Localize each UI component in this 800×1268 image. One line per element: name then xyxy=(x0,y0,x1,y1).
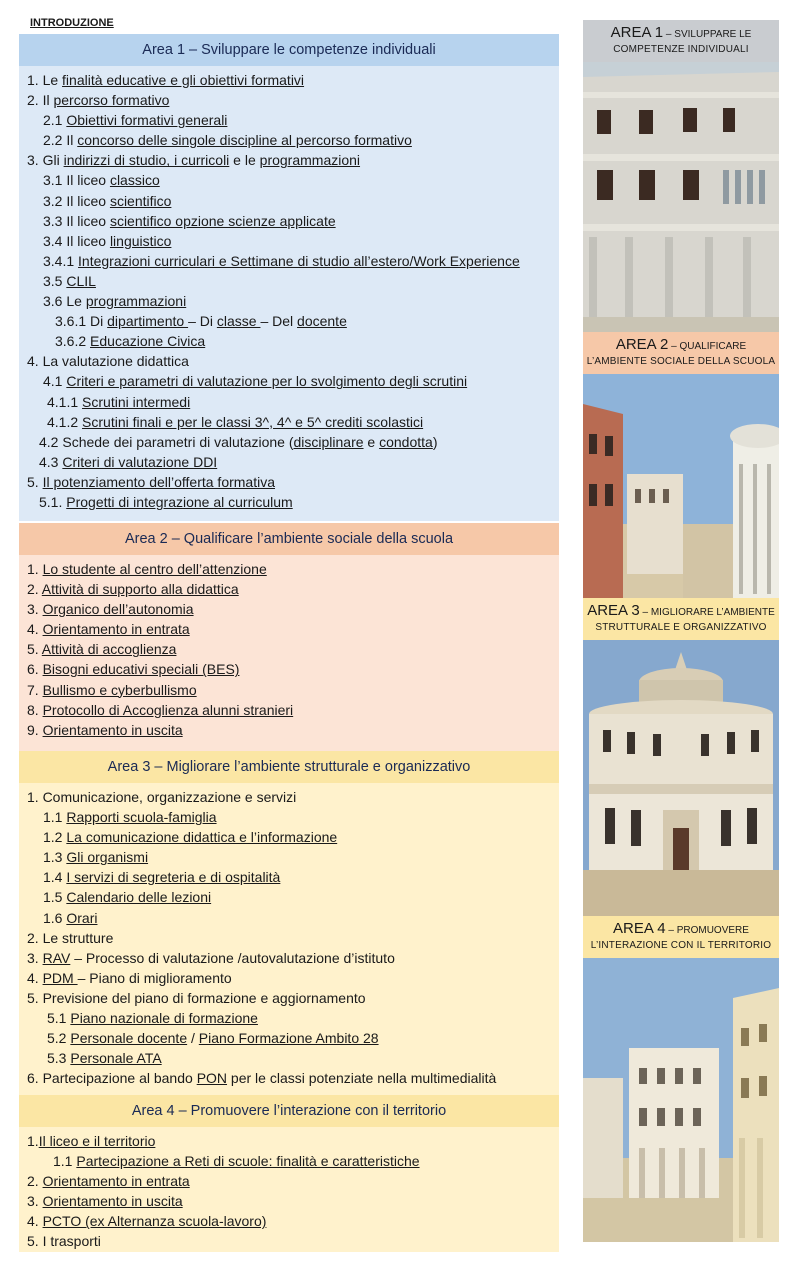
list-item xyxy=(19,908,559,928)
list-item xyxy=(19,867,559,887)
list-item xyxy=(19,70,559,90)
list-item-link[interactable]: programmazioni xyxy=(85,293,187,310)
ideal-city-square-image xyxy=(583,958,779,1242)
list-item-text: – Processo di valutazione /autovalutazione d’istituto xyxy=(70,949,395,966)
list-item xyxy=(19,1131,559,1151)
area-4-section xyxy=(19,1095,559,1252)
list-item-link[interactable]: scientifico opzione scienze applicate xyxy=(109,212,336,229)
list-item-link[interactable]: Orientamento in uscita xyxy=(42,721,183,738)
list-item-link[interactable]: Orientamento in uscita xyxy=(42,1193,183,1210)
list-item xyxy=(19,211,559,231)
list-item-text: 3.6 Le xyxy=(43,293,86,310)
list-item xyxy=(19,251,559,271)
side-label-area-1-line2: COMPETENZE INDIVIDUALI xyxy=(613,44,749,55)
list-item-text: / xyxy=(187,1030,199,1047)
area-2-header: Area 2 – Qualificare l’ambiente sociale della scuola xyxy=(19,523,559,555)
list-item-link[interactable]: Orientamento in entrata xyxy=(42,1173,190,1190)
list-item-link[interactable]: finalità educative e gli obiettivi formativi xyxy=(62,72,305,88)
list-item-text: 4.1.1 xyxy=(47,393,83,410)
list-item-text: 1. Comunicazione, organizzazione e servizi xyxy=(27,789,297,805)
list-item-text: 5. I trasporti xyxy=(27,1233,101,1250)
list-item-link[interactable]: Personale docente xyxy=(70,1030,188,1047)
list-item-link[interactable]: concorso delle singole discipline al percorso formativo xyxy=(77,132,412,149)
list-item xyxy=(19,432,559,452)
list-item-link[interactable]: Bullismo e cyberbullismo xyxy=(42,681,197,698)
side-label-area-1-big: AREA 1 xyxy=(610,24,664,41)
list-item-text: 3.4 Il liceo xyxy=(43,232,110,249)
list-item-link[interactable]: Piano Formazione Ambito 28 xyxy=(198,1030,379,1047)
list-item-text: e xyxy=(363,433,380,450)
list-item-link[interactable]: PCTO (ex Alternanza scuola-lavoro) xyxy=(42,1213,267,1230)
side-label-area-4-line2: L’INTERAZIONE CON IL TERRITORIO xyxy=(590,940,772,951)
list-item-link[interactable]: classico xyxy=(109,172,160,189)
list-item-link[interactable]: Il potenziamento dell’offerta formativa xyxy=(42,473,275,490)
area-3-list xyxy=(19,783,559,1095)
list-item xyxy=(19,170,559,190)
list-item xyxy=(19,1048,559,1068)
list-item-link[interactable]: Criteri di valutazione DDI xyxy=(62,453,218,470)
list-item-text: 3. xyxy=(27,601,43,618)
list-item-text: 1.1 xyxy=(43,809,67,826)
list-item xyxy=(19,110,559,130)
list-item-text: 4.3 xyxy=(39,453,63,470)
list-item xyxy=(19,271,559,291)
list-item-text: 4. La valutazione didattica xyxy=(27,353,189,370)
list-item-link[interactable]: Piano nazionale di formazione xyxy=(70,1010,258,1027)
list-item-text: 3. xyxy=(27,1193,43,1210)
list-item xyxy=(19,231,559,251)
list-item-text: 4.2 Schede dei parametri di valutazione ( xyxy=(39,433,294,450)
list-item-text: 3.3 Il liceo xyxy=(43,212,110,229)
list-item-link[interactable]: Rapporti scuola-famiglia xyxy=(66,809,217,826)
list-item-text: – Di xyxy=(188,313,217,330)
list-item xyxy=(19,1008,559,1028)
list-item xyxy=(19,492,559,512)
list-item xyxy=(19,311,559,331)
list-item-text: 1. xyxy=(27,561,43,577)
list-item-text: 5.1. xyxy=(39,493,67,510)
list-item-text: 3. Gli xyxy=(27,152,64,169)
list-item-text: 5.1 xyxy=(47,1010,71,1027)
area-4-header: Area 4 – Promuovere l’interazione con il territorio xyxy=(19,1095,559,1127)
list-item-text: 3.6.1 Di xyxy=(55,313,108,330)
list-item-text: 4.1.2 xyxy=(47,413,83,430)
side-label-area-3-big: AREA 3 xyxy=(587,602,640,619)
list-item-text: 2.1 xyxy=(43,112,67,129)
list-item-text: 4. xyxy=(27,1213,43,1230)
list-item-text: 2. xyxy=(27,581,42,598)
list-item xyxy=(19,351,559,371)
list-item-text: 4.1 xyxy=(43,373,67,390)
list-item-link[interactable]: classe xyxy=(216,313,261,330)
ideal-city-palace-image xyxy=(583,62,779,332)
list-item xyxy=(19,1211,559,1231)
list-item-text: 6. Partecipazione al bando xyxy=(27,1070,197,1087)
list-item-link[interactable]: condotta xyxy=(379,433,433,450)
list-item-text: 1.2 xyxy=(43,829,67,846)
list-item-link[interactable]: Organico dell’autonomia xyxy=(42,601,194,618)
list-item xyxy=(19,928,559,948)
list-item-text: 5. Previsione del piano di formazione e aggiornamento xyxy=(27,989,366,1006)
list-item-text: 2.2 Il xyxy=(43,132,78,149)
list-item xyxy=(19,659,559,679)
list-item xyxy=(19,827,559,847)
list-item-link[interactable]: CLIL xyxy=(66,272,96,289)
area-3-header: Area 3 – Migliorare l’ambiente strutturale e organizzativo xyxy=(19,751,559,783)
list-item xyxy=(19,90,559,110)
list-item-link[interactable]: Orientamento in entrata xyxy=(42,621,190,638)
list-item-link[interactable]: Gli organismi xyxy=(66,849,149,866)
list-item-link[interactable]: Progetti di integrazione al curriculum xyxy=(66,493,293,510)
side-label-area-3-line2: STRUTTURALE E ORGANIZZATIVO xyxy=(595,622,767,633)
list-item-text: e le xyxy=(229,152,260,169)
side-column xyxy=(583,20,779,1242)
list-item-text: per le classi potenziate nella multimedialità xyxy=(227,1070,497,1087)
list-item-text: 1.1 xyxy=(53,1153,77,1170)
list-item-link[interactable]: Partecipazione a Reti di scuole: finalità e caratteristiche xyxy=(76,1153,420,1170)
list-item-link[interactable]: Scrutini intermedi xyxy=(82,393,191,410)
intro-heading[interactable]: INTRODUZIONE xyxy=(30,17,114,29)
list-item-link[interactable]: Attività di supporto alla didattica xyxy=(41,581,239,598)
list-item xyxy=(19,988,559,1008)
list-item xyxy=(19,150,559,170)
list-item xyxy=(19,700,559,720)
side-label-area-4-dash: – PROMUOVERE xyxy=(665,925,749,936)
list-item-text: 3.1 Il liceo xyxy=(43,172,110,189)
list-item-link[interactable]: Criteri e parametri di valutazione per lo svolgimento degli scrutini xyxy=(66,373,468,390)
list-item xyxy=(19,1028,559,1048)
side-label-area-4-big: AREA 4 xyxy=(613,920,666,937)
list-item xyxy=(19,968,559,988)
list-item xyxy=(19,452,559,472)
list-item-text: 4. xyxy=(27,621,43,638)
list-item-link[interactable]: dipartimento xyxy=(107,313,189,330)
list-item-text: 5.3 xyxy=(47,1050,71,1067)
list-item xyxy=(19,331,559,351)
list-item-text: 5. xyxy=(27,641,42,658)
list-item-link[interactable]: scientifico xyxy=(109,192,172,209)
list-item xyxy=(19,1068,559,1088)
list-item-link[interactable]: Obiettivi formativi generali xyxy=(66,112,228,129)
list-item-text: 9. xyxy=(27,721,43,738)
list-item-link[interactable]: indirizzi di studio, i curricoli xyxy=(63,152,230,169)
side-label-area-2-dash: – QUALIFICARE xyxy=(668,341,747,352)
list-item-text: 3.2 Il liceo xyxy=(43,192,110,209)
list-item-text: – Piano di miglioramento xyxy=(77,969,232,986)
list-item-text: 3.4.1 xyxy=(43,252,79,269)
list-item xyxy=(19,1151,559,1171)
area-4-list xyxy=(19,1127,559,1252)
list-item-link[interactable]: Orari xyxy=(66,909,98,926)
list-item-link[interactable]: La comunicazione didattica e l’informazione xyxy=(66,829,338,846)
list-item xyxy=(19,130,559,150)
list-item-text: 1.4 xyxy=(43,869,67,886)
list-item xyxy=(19,472,559,492)
list-item xyxy=(19,1171,559,1191)
list-item-link[interactable]: Attività di accoglienza xyxy=(41,641,177,658)
list-item-text: 8. xyxy=(27,701,43,718)
list-item-link[interactable]: Scrutini finali e per le classi 3^, 4^ e 5^ crediti scolastici xyxy=(82,413,424,430)
list-item xyxy=(19,392,559,412)
list-item xyxy=(19,559,559,579)
list-item-link[interactable]: Protocollo di Accoglienza alunni stranieri xyxy=(42,701,294,718)
list-item xyxy=(19,807,559,827)
list-item-text: 3. xyxy=(27,949,43,966)
list-item xyxy=(19,291,559,311)
list-item xyxy=(19,412,559,432)
side-label-area-2[interactable] xyxy=(583,332,779,374)
list-item-link[interactable]: Integrazioni curriculari e Settimane di studio all’estero/Work Experience xyxy=(78,252,520,269)
list-item-text: ) xyxy=(432,433,438,450)
area-2-section xyxy=(19,523,559,751)
list-item-text: 1.6 xyxy=(43,909,67,926)
list-item-link[interactable]: I servizi di segreteria e di ospitalità xyxy=(66,869,281,886)
list-item xyxy=(19,1191,559,1211)
list-item-text: 6. xyxy=(27,661,43,678)
list-item xyxy=(19,680,559,700)
list-item-link[interactable]: Educazione Civica xyxy=(90,333,206,350)
side-label-area-1-dash: – SVILUPPARE LE xyxy=(663,29,752,40)
area-1-list xyxy=(19,66,559,521)
list-item xyxy=(19,720,559,740)
list-item-text: 2. Le strutture xyxy=(27,929,114,946)
list-item-text: 3.6.2 xyxy=(55,333,91,350)
list-item-link[interactable]: disciplinare xyxy=(293,433,364,450)
list-item-link[interactable]: programmazioni xyxy=(259,152,361,169)
list-item-link[interactable]: Calendario delle lezioni xyxy=(66,889,212,906)
list-item-link[interactable]: Lo studente al centro dell’attenzione xyxy=(42,561,267,577)
list-item-text: 1.5 xyxy=(43,889,67,906)
list-item-text: 2. xyxy=(27,1173,43,1190)
list-item-text: 3.5 xyxy=(43,272,67,289)
list-item xyxy=(19,639,559,659)
list-item-text: 5. xyxy=(27,473,43,490)
area-2-list xyxy=(19,555,559,751)
list-item xyxy=(19,599,559,619)
side-label-area-4[interactable] xyxy=(583,916,779,958)
list-item-text: 1. xyxy=(27,1133,39,1149)
list-item xyxy=(19,787,559,807)
side-label-area-1[interactable] xyxy=(583,20,779,62)
list-item-text: 1.3 xyxy=(43,849,67,866)
list-item xyxy=(19,847,559,867)
list-item-text: 1. Le xyxy=(27,72,63,88)
side-label-area-2-big: AREA 2 xyxy=(615,336,669,353)
side-label-area-3[interactable] xyxy=(583,598,779,640)
list-item-text: 7. xyxy=(27,681,43,698)
ideal-city-temple-image xyxy=(583,640,779,916)
list-item xyxy=(19,887,559,907)
list-item-link[interactable]: PON xyxy=(196,1070,228,1087)
list-item-link[interactable]: Bisogni educativi speciali (BES) xyxy=(42,661,240,678)
ideal-city-street-image xyxy=(583,374,779,598)
list-item-text: 2. Il xyxy=(27,92,54,109)
list-item xyxy=(19,191,559,211)
area-1-section xyxy=(19,34,559,521)
list-item xyxy=(19,579,559,599)
list-item xyxy=(19,948,559,968)
list-item-link[interactable]: linguistico xyxy=(109,232,172,249)
list-item-link[interactable]: docente xyxy=(297,313,347,330)
list-item-text: – Del xyxy=(260,313,298,330)
side-label-area-3-dash: – MIGLIORARE L’AMBIENTE xyxy=(639,607,775,618)
list-item-link[interactable]: Il liceo e il territorio xyxy=(38,1133,156,1149)
list-item-link[interactable]: PDM xyxy=(42,969,78,986)
list-item-link[interactable]: percorso formativo xyxy=(53,92,170,109)
list-item-link[interactable]: RAV xyxy=(42,949,71,966)
side-label-area-2-line2: L’AMBIENTE SOCIALE DELLA SCUOLA xyxy=(586,356,776,367)
list-item xyxy=(19,371,559,391)
area-1-header: Area 1 – Sviluppare le competenze individuali xyxy=(19,34,559,66)
list-item-link[interactable]: Personale ATA xyxy=(70,1050,162,1067)
list-item xyxy=(19,1231,559,1251)
area-3-section xyxy=(19,751,559,1095)
list-item-text: 5.2 xyxy=(47,1030,71,1047)
list-item-text: 4. xyxy=(27,969,43,986)
list-item xyxy=(19,619,559,639)
